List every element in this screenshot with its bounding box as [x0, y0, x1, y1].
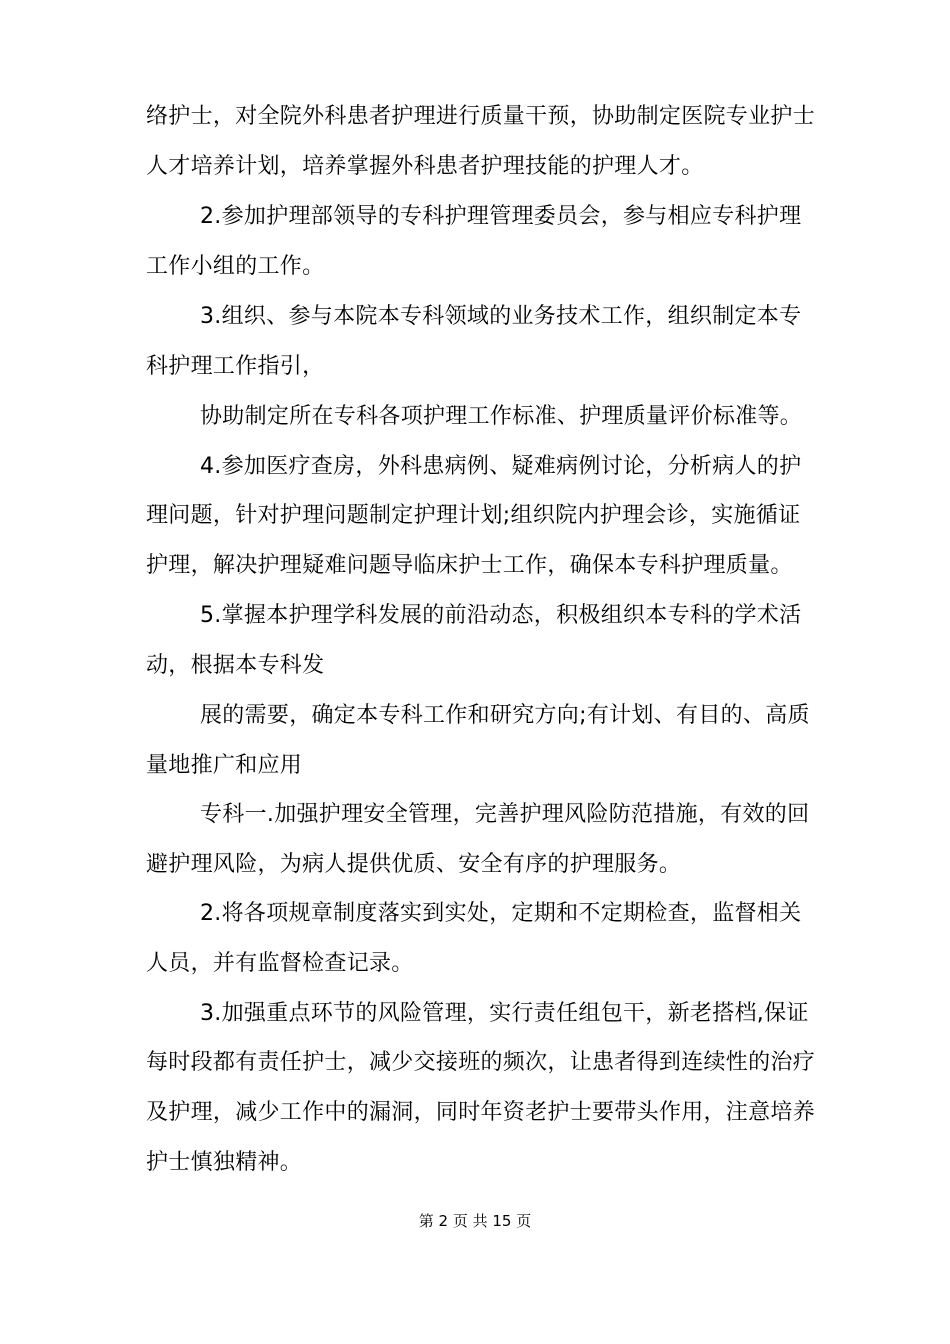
text-line: 人员，并有监督检查记录。 — [146, 951, 414, 976]
text-line: 2.将各项规章制度落实到实处，定期和不定期检查，监督相关 — [200, 901, 802, 926]
text-line: 避护理风险，为病人提供优质、安全有序的护理服务。 — [146, 852, 682, 877]
text-line: 络护士，对全院外科患者护理进行质量干预，协助制定医院专业护士 — [146, 104, 816, 129]
text-line: 量地推广和应用 — [146, 753, 303, 778]
text-line: 每时段都有责任护士，减少交接班的频次，让患者得到连续性的治疗 — [146, 1050, 816, 1075]
text-line: 展的需要，确定本专科工作和研究方向;有计划、有目的、高质 — [200, 703, 810, 728]
text-line: 护士慎独精神。 — [146, 1150, 303, 1175]
text-line: 护理，解决护理疑难问题导临床护士工作，确保本专科护理质量。 — [146, 553, 793, 578]
text-line: 2.参加护理部领导的专科护理管理委员会，参与相应专科护理 — [200, 204, 802, 229]
text-line: 人才培养计划，培养掌握外科患者护理技能的护理人才。 — [146, 154, 704, 179]
text-line: 4.参加医疗查房，外科患病例、疑难病例讨论，分析病人的护 — [200, 454, 802, 479]
text-line: 工作小组的工作。 — [146, 254, 325, 279]
text-line: 协助制定所在专科各项护理工作标准、护理质量评价标准等。 — [200, 404, 803, 429]
text-line: 理问题，针对护理问题制定护理计划;组织院内护理会诊，实施循证 — [146, 503, 801, 528]
page-number-footer: 第 2 页 共 15 页 — [418, 1212, 532, 1230]
text-line: 科护理工作指引， — [146, 354, 325, 379]
text-line: 3.组织、参与本院本专科领域的业务技术工作，组织制定本专 — [200, 304, 802, 329]
text-line: 专科一.加强护理安全管理，完善护理风险防范措施，有效的回 — [200, 802, 810, 827]
text-line: 5.掌握本护理学科发展的前沿动态，积极组织本专科的学术活 — [200, 603, 802, 628]
text-line: 及护理，减少工作中的漏洞，同时年资老护士要带头作用，注意培养 — [146, 1100, 816, 1125]
text-line: 动，根据本专科发 — [146, 653, 325, 678]
text-line: 3.加强重点环节的风险管理，实行责任组包干，新老搭档,保证 — [200, 1001, 809, 1026]
